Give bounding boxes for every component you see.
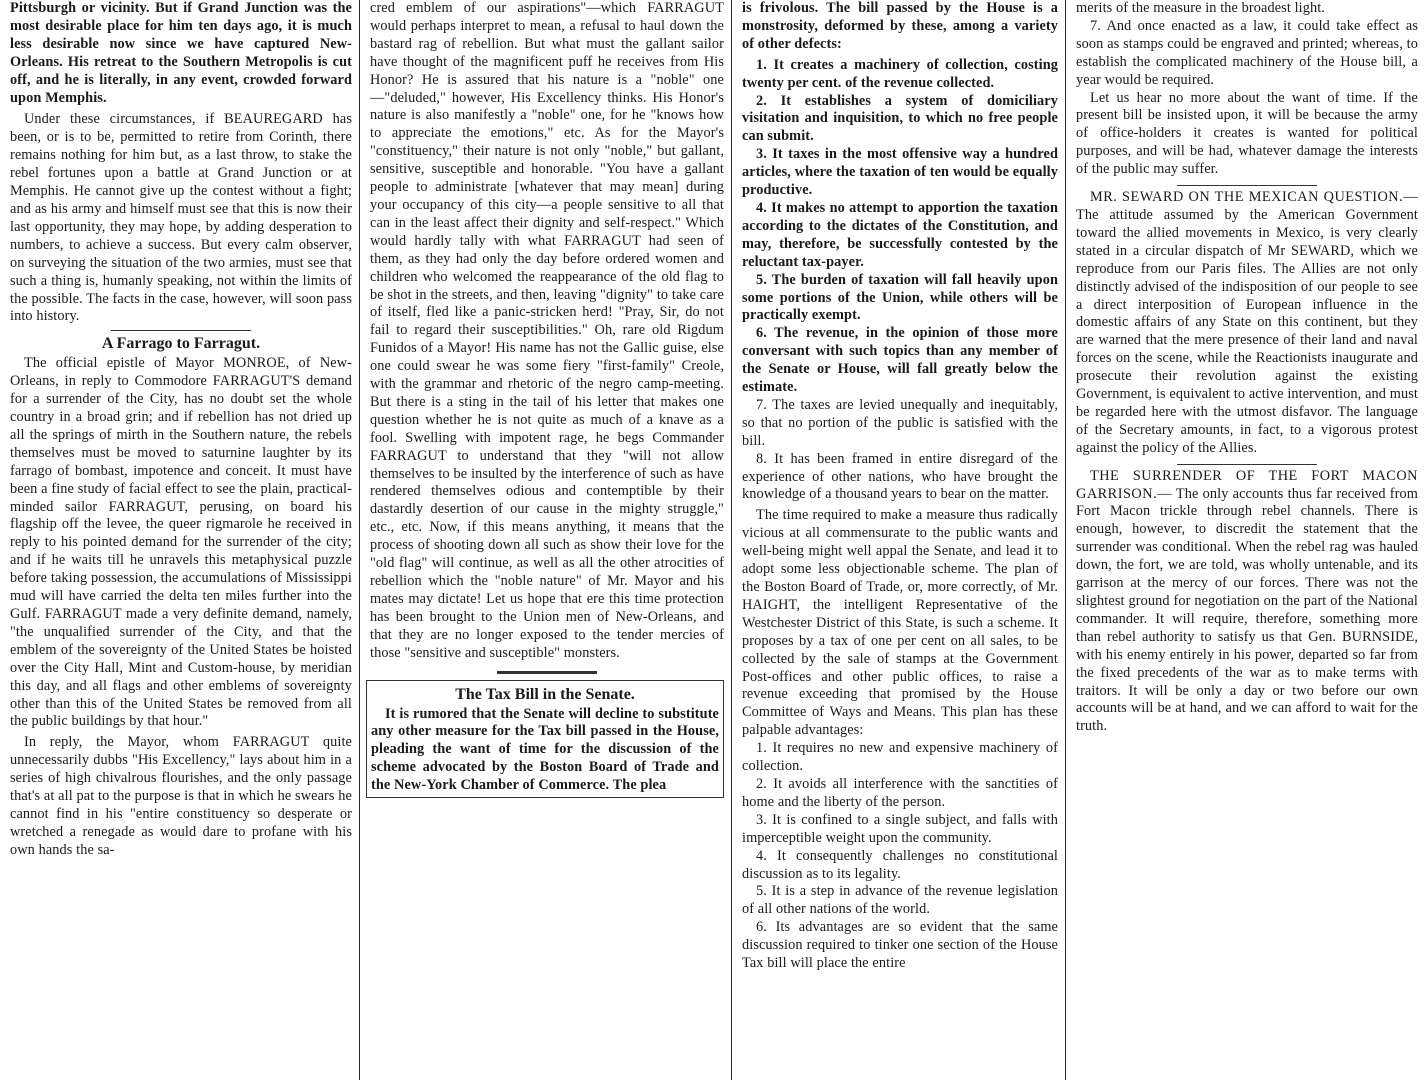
list-item: 3. It taxes in the most offensive way a hundred articles, where the taxation of ten would be equally productive. (742, 146, 1058, 199)
list-item: 5. It is a step in advance of the revenue legislation of all other nations of the world. (742, 883, 1058, 918)
list-item: 6. Its advantages are so evident that the same discussion required to tinker one section of the House Tax bill will place the entire (742, 919, 1058, 972)
paragraph: merits of the measure in the broadest light. (1076, 0, 1325, 16)
article-body: The only accounts thus far received from Fort Macon trickle through rebel channels. There is enough, however, to discredit the statement that the surrender was conditional. When the rebel rag was hauled down, the fort, we are told, was wholly untenable, and its garrison at the mercy of our forces. There was not the slightest ground for negotiation on the part of the National commander. It will require, therefore, something more than rebel authority to satisfy us that Gen. BURNSIDE, with his enemy entirely in his power, departed so far from the fixed precedents of the war as to make terms with traitors. It will be only a day or two before our own accounts will be at hand, and we can afford to wait for the truth. (1076, 485, 1418, 735)
list-item: 4. It consequently challenges no constitutional discussion as to its legality. (742, 847, 1058, 882)
list-item: 1. It requires no new and expensive machinery of collection. (742, 740, 1058, 775)
list-item: 6. The revenue, in the opinion of those more conversant with such topics than any member of the Senate or House, will fall greatly below the estimate. (742, 325, 1058, 396)
paragraph: Under these circumstances, if BEAUREGARD has been, or is to be, permitted to retire from Corinth, there remains nothing for him but, as a last throw, to stake the rebel fortunes upon a battle at Grand Junction or at Memphis. He cannot give up the contest without a fight; and as his army and himself must see that this is now their last opportunity, they may hope, by adding desperation to numbers, to achieve a success. But every calm observer, on surveying the situation of the two armies, must see that such a thing is, humanly speaking, not within the limits of the possible. The facts in the case, however, will soon pass into history. (10, 111, 352, 325)
fort-macon-article (1076, 468, 1418, 737)
paragraph: Let us hear no more about the want of time. If the present bill be insisted upon, it will be because the army of office-holders it creates is wanted for political purposes, and will be had, whatever damage the interests of the public may suffer. (1076, 89, 1418, 178)
list-item: 5. The burden of taxation will fall heavily upon some portions of the Union, while others will be practically exempt. (742, 271, 1058, 324)
paragraph: The official epistle of Mayor MONROE, of New-Orleans, in reply to Commodore FARRAGUT'S demand for a surrender of the City, has no doubt set the whole country in a broad grin; and if rebellion has not dried up all the springs of mirth in the Southern nature, the rebels themselves must be moved to saturnine laughter by its farrago of bombast, impotence and conceit. It must have been a fine study of facial effect to see the plain, practical-minded sailor FARRAGUT, perusing, on board his flagship off the levee, the queer rigmarole he received in reply to his pointed demand for the surrender of the city; and if he waits till he unravels this metaphysical puzzle before taking possession, the accumulations of Mississippi mud will have carried the delta ten miles further into the Gulf. FARRAGUT made a very definite demand, namely, "the unqualified surrender of the City, and that the emblem of the sovereignty of the United States be hoisted over the City Hall, Mint and Custom-house, by meridian this day, and all flags and other emblems of sovereignty other than this of the United States be removed from all the public buildings by that hour." (10, 355, 352, 730)
paragraph: is frivolous. The bill passed by the House is a monstrosity, deformed by these, among a variety of other defects: (742, 0, 1058, 52)
seward-article (1076, 189, 1418, 458)
article-heading: A Farrago to Farragut. (101, 335, 261, 353)
column-4 (1066, 0, 1426, 1080)
list-item: 7. The taxes are levied unequally and inequitably, so that no portion of the public is satisfied with the bill. (742, 396, 1058, 449)
list-item: 3. It is confined to a single subject, and falls with imperceptible weight upon the community. (742, 811, 1058, 846)
paragraph: Pittsburgh or vicinity. But if Grand Junction was the most desirable place for him ten days ago, it is much less desirable now since we have captured New-Orleans. His retreat to the Southern Metropolis is cut off, and he is literally, in any event, crowded forward upon Memphis. (10, 0, 352, 106)
article-lead: MR. SEWARD ON THE MEXICAN QUESTION.— (1090, 189, 1418, 206)
paragraph: 7. And once enacted as a law, it could take effect as soon as stamps could be engraved and printed; whereas, to establish the complicated machinery of the House bill, a year would be required. (1076, 17, 1418, 88)
article-separator (1177, 464, 1317, 465)
column-1 (0, 0, 360, 1080)
paragraph: cred emblem of our aspirations"—which FARRAGUT would perhaps interpret to mean, a refusal to haul down the bastard rag of rebellion. But what must the gallant sailor have thought of the magnificent puff he receives from His Honor? He is assured that his nature is a "noble" one—"deluded," however, His Excellency thinks. His Honor's nature is also manifestly a "noble" one, for he "knows how to appreciate the emotions," etc. As for the Mayor's "constituency," their nature is not only "noble," but gallant, sensitive, susceptible and honorable. "You have a gallant people to administrate [whatever that may mean] during your occupancy of this city—a people sensitive to all that can in the least affect their dignity and self-respect." Which would hardly tally with what FARRAGUT had seen of them, as they had only the day before ordered women and children who welcomed the reappearance of the old flag to be shot in the streets, and then, leaving "dignity" to take care of itself, fled like a panic-stricken herd! "Pray, Sir, do not fail to regard their susceptibilities." Oh, rare old Rigdum Funidos of a Mayor! His name has not the Gallic guise, else one could swear he was some fiery "first-family" Creole, with the grammar and rhetoric of the negro camp-meeting. But there is a sting in the tail of his letter that makes one question whether he is not quite as much of a knave as a fool. Swelling with impotent rage, he begs Commander FARRAGUT to understand that they "will not allow themselves to be insulted by the interference of such as have rendered themselves odious and contemptible by their dastardly desertion of our cause in the mighty struggle," etc., etc. Now, if this means anything, it means that the process of shooting down all such as show their love for the "old flag" will continue, as well as all the other atrocities of rebellion which the "noble nature" of Mr. Mayor and his mates may dictate! Let us hope that ere this time protection has been brought to the Union men of New-Orleans, and that they are no longer exposed to the tender mercies of those "sensitive and susceptible" monsters. (370, 0, 724, 661)
article-separator (1177, 185, 1317, 186)
list-item: 2. It avoids all interference with the sanctities of home and the liberty of the person. (742, 775, 1058, 810)
article-lead: THE SURRENDER OF THE FORT MACON GARRISON.— (1076, 467, 1418, 502)
article-heading: The Tax Bill in the Senate. (455, 685, 635, 703)
list-item: 4. It makes no attempt to apportion the taxation according to the dictates of the Constitution, and may, therefore, be successfully contested by the reluctant tax-payer. (742, 199, 1058, 270)
column-3 (732, 0, 1066, 1080)
article-separator (111, 330, 251, 331)
paragraph: The time required to make a measure thus radically vicious at all commensurate to the public wants and well-being might well appal the Senate, and lead it to adopt some less objectionable scheme. The plan of the Boston Board of Trade, or, more correctly, of Mr. HAIGHT, the intelligent Representative of the Westchester District of this State, is such a scheme. It proposes by a tax of one per cent on all sales, to be collected by the sale of stamps at the Government Post-offices and other public offices, to raise a revenue exceeding that promised by the House Committee of Ways and Means. This plan has these palpable advantages: (742, 507, 1058, 739)
tax-bill-article (366, 680, 724, 799)
article-body: The attitude assumed by the American Government toward the allied movements in Mexico, is very clearly stated in a circular dispatch of Mr SEWARD, which we reproduce from our Paris files. The Allies are not only distinctly advised of the indisposition of our people to see a direct interposition of European influence in the domestic affairs of any State on this continent, but they are warned that the mere presence of their land and naval forces on the scene, while the Reactionists inaugurate and prosecute their revolution against the existing Government, is equivalent to active intervention, and must be regarded here with the utmost disfavor. The language of the Secretary amounts, in fact, to a vigorous protest against the policy of the Allies. (1076, 206, 1418, 456)
paragraph: In reply, the Mayor, whom FARRAGUT quite unnecessarily dubbs "His Excellency," lays about him in a series of high chivalrous flourishes, and the only passage that's at all pat to the purpose is that in which he swears he cannot find in his "entire constituency so desperate or wretched a renegade as would dare to profane with his own hands the sa- (10, 734, 352, 858)
paragraph: It is rumored that the Senate will decline to substitute any other measure for the Tax bill passed in the House, pleading the want of time for the discussion of the scheme advocated by the Boston Board of Trade and the New-York Chamber of Commerce. The plea (371, 705, 719, 794)
list-item: 1. It creates a machinery of collection, costing twenty per cent. of the revenue collected. (742, 56, 1058, 91)
list-item: 8. It has been framed in entire disregard of the experience of other nations, who have brought the knowledge of a thousand years to bear on the matter. (742, 450, 1058, 503)
article-separator (497, 671, 597, 674)
column-2 (360, 0, 732, 1080)
list-item: 2. It establishes a system of domiciliary visitation and inquisition, to which no free people can submit. (742, 92, 1058, 145)
